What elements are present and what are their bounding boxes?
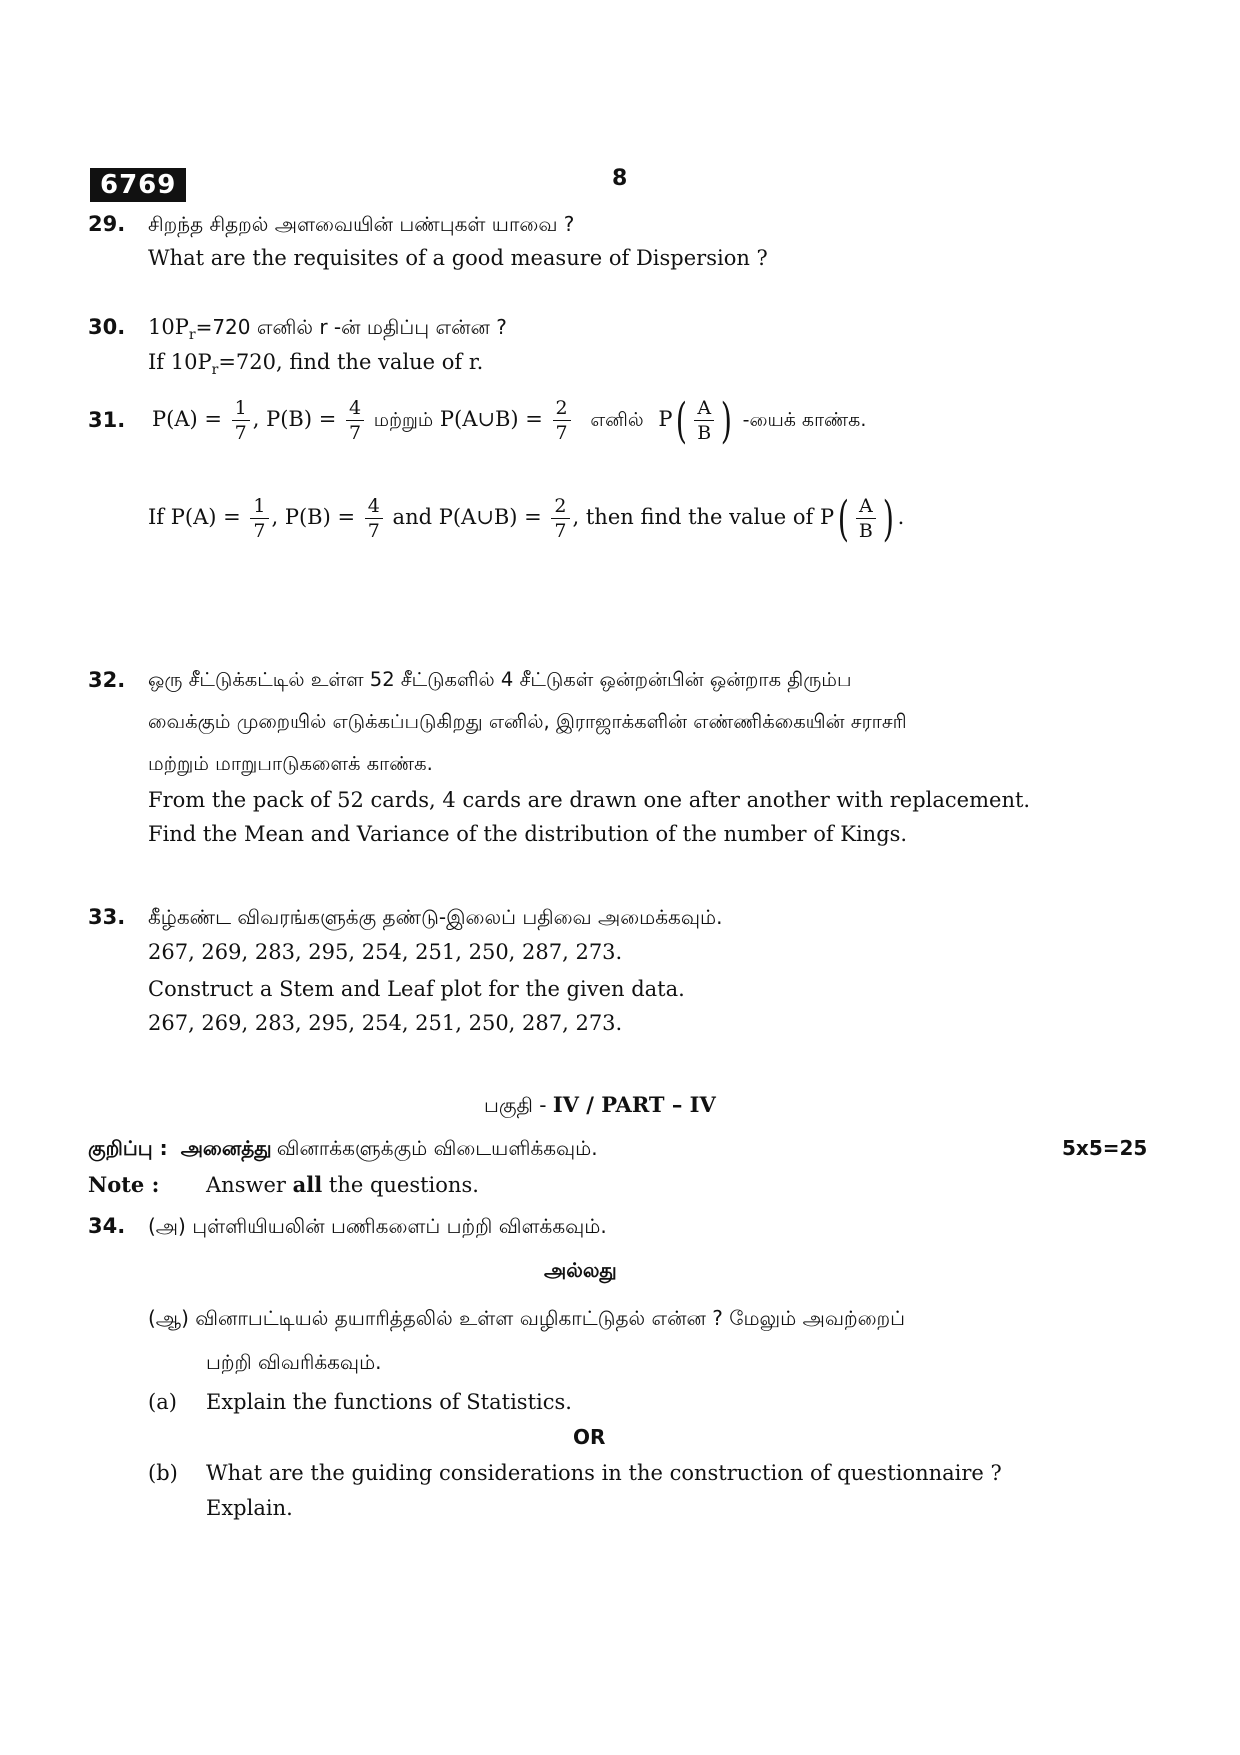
denominator: 7 (367, 520, 380, 542)
option-b-english-line-1: What are the guiding considerations in the construction of questionnaire ? (206, 1461, 1002, 1485)
question-number: 33. (88, 905, 126, 929)
left-paren: ( (837, 490, 850, 547)
note-tamil-bold: அனைத்து (180, 1136, 272, 1160)
question-number: 30. (88, 315, 126, 339)
fraction-conditional (856, 494, 876, 543)
pa-label: P(A) = (170, 505, 241, 529)
numerator: 2 (551, 494, 569, 519)
question-text-english-line-2: Find the Mean and Variance of the distribution of the number of Kings. (148, 822, 908, 846)
option-a-english: Explain the functions of Statistics. (206, 1390, 572, 1414)
numerator: 1 (250, 494, 268, 519)
numerator: 4 (365, 494, 383, 519)
note-tamil-rest: வினாக்களுக்கும் விடையளிக்கவும். (276, 1136, 598, 1160)
note-tamil-label: குறிப்பு : (88, 1136, 168, 1160)
denominator: B (697, 422, 712, 444)
tamil-find: -யைக் காண்க. (742, 409, 867, 431)
expr-prefix: 10P (148, 315, 189, 339)
question-text-tamil-line-1: ஒரு சீட்டுக்கட்டில் உள்ள 52 சீட்டுகளில் 4 சீட்டுகள் ஒன்றன்பின் ஒன்றாக திரும்ப (148, 668, 852, 691)
option-b-english-label: (b) (148, 1461, 178, 1485)
part-heading-title: IV / PART – IV (552, 1092, 716, 1117)
fraction-pa (232, 396, 250, 445)
en-then: , then find the value of (572, 505, 814, 529)
option-b-tamil-text: வினாபட்டியல் தயாரித்தலில் உள்ள வழிகாட்டுதல் என்ன ? மேலும் அவற்றைப் (195, 1306, 905, 1330)
pb-label: , P(B) = (271, 505, 356, 529)
question-text-tamil: சிறந்த சிதறல் அளவையின் பண்புகள் யாவை ? (148, 212, 575, 236)
union-label: P(A∪B) = (439, 407, 543, 431)
note-english (88, 1172, 479, 1197)
fraction-pb (365, 494, 383, 543)
fraction-union (553, 396, 571, 445)
right-paren: ) (720, 392, 733, 449)
numerator: 1 (232, 396, 250, 421)
page-number: 8 (612, 166, 628, 191)
part-heading-tamil: பகுதி - (484, 1093, 553, 1117)
denominator: 7 (555, 422, 568, 444)
numerator: 2 (553, 396, 571, 421)
question-text-english (148, 490, 905, 547)
question-text-tamil (152, 392, 867, 449)
fraction-conditional (694, 396, 714, 445)
pa-label: P(A) = (152, 407, 222, 431)
en-end: . (897, 505, 905, 529)
denominator: 7 (554, 520, 567, 542)
p-label: P (820, 505, 835, 529)
question-text-english: What are the requisites of a good measure of Dispersion ? (148, 246, 768, 270)
note-text-post: the questions. (328, 1173, 479, 1197)
question-number: 32. (88, 668, 126, 692)
option-a-english-label: (a) (148, 1390, 177, 1414)
question-number: 29. (88, 212, 126, 236)
fraction-pa (250, 494, 268, 543)
question-text-tamil: கீழ்கண்ட விவரங்களுக்கு தண்டு-இலைப் பதிவை அமைக்கவும். (148, 905, 723, 929)
data-values-2: 267, 269, 283, 295, 254, 251, 250, 287, 273. (148, 1011, 623, 1035)
option-a-tamil-label: (அ) (148, 1214, 186, 1238)
paper-code-badge: 6769 (90, 168, 186, 202)
question-text-tamil-line-3: மற்றும் மாறுபாடுகளைக் காண்க. (148, 752, 433, 775)
option-b-tamil-line-1 (148, 1306, 905, 1333)
note-tamil (88, 1136, 598, 1163)
question-text-english-line-1: From the pack of 52 cards, 4 cards are drawn one after another with replacement. (148, 788, 1031, 812)
denominator: 7 (234, 422, 247, 444)
marks-allotment: 5x5=25 (1062, 1136, 1148, 1160)
fraction-pb (346, 396, 364, 445)
note-label: Note : (88, 1172, 160, 1197)
fraction-union (551, 494, 569, 543)
denominator: 7 (349, 422, 362, 444)
question-text-english (148, 350, 483, 378)
option-b-tamil-line-2: பற்றி விவரிக்கவும். (206, 1350, 382, 1374)
subscript-r: r (188, 327, 196, 343)
part-heading (484, 1092, 716, 1120)
note-text-bold: all (292, 1172, 323, 1197)
or-english: OR (573, 1425, 606, 1449)
option-a-tamil-text: புள்ளியியலின் பணிகளைப் பற்றி விளக்கவும். (192, 1214, 607, 1238)
or-tamil: அல்லது (544, 1258, 617, 1282)
tamil-then: எனில் (590, 409, 644, 431)
p-label: P (658, 407, 673, 431)
pb-label: , P(B) = (252, 407, 337, 431)
data-values-1: 267, 269, 283, 295, 254, 251, 250, 287, 273. (148, 940, 623, 964)
english-suffix: =720, find the value of r. (218, 350, 484, 374)
question-text-tamil (148, 315, 507, 343)
tamil-and: மற்றும் (373, 409, 434, 431)
option-b-english-line-2: Explain. (206, 1496, 293, 1520)
union-label: P(A∪B) = (438, 505, 542, 529)
left-paren: ( (676, 392, 688, 449)
en-if: If (148, 505, 165, 529)
question-number: 34. (88, 1214, 126, 1238)
option-a-tamil (148, 1214, 607, 1241)
en-and: and (392, 505, 433, 529)
english-prefix: If 10P (148, 350, 212, 374)
question-text-tamil-line-2: வைக்கும் முறையில் எடுக்கப்படுகிறது எனில், இராஜாக்களின் எண்ணிக்கையின் சராசரி (148, 710, 907, 733)
note-text-pre: Answer (206, 1173, 286, 1197)
denominator: B (858, 520, 873, 542)
tamil-suffix: =720 எனில் r -ன் மதிப்பு என்ன ? (195, 315, 507, 339)
option-b-tamil-label: (ஆ) (148, 1306, 189, 1330)
numerator: A (856, 494, 876, 519)
question-number: 31. (88, 408, 126, 432)
denominator: 7 (253, 520, 266, 542)
numerator: A (694, 396, 714, 421)
right-paren: ) (882, 490, 894, 547)
question-text-english: Construct a Stem and Leaf plot for the given data. (148, 977, 685, 1001)
subscript-r: r (211, 362, 219, 378)
numerator: 4 (346, 396, 364, 421)
